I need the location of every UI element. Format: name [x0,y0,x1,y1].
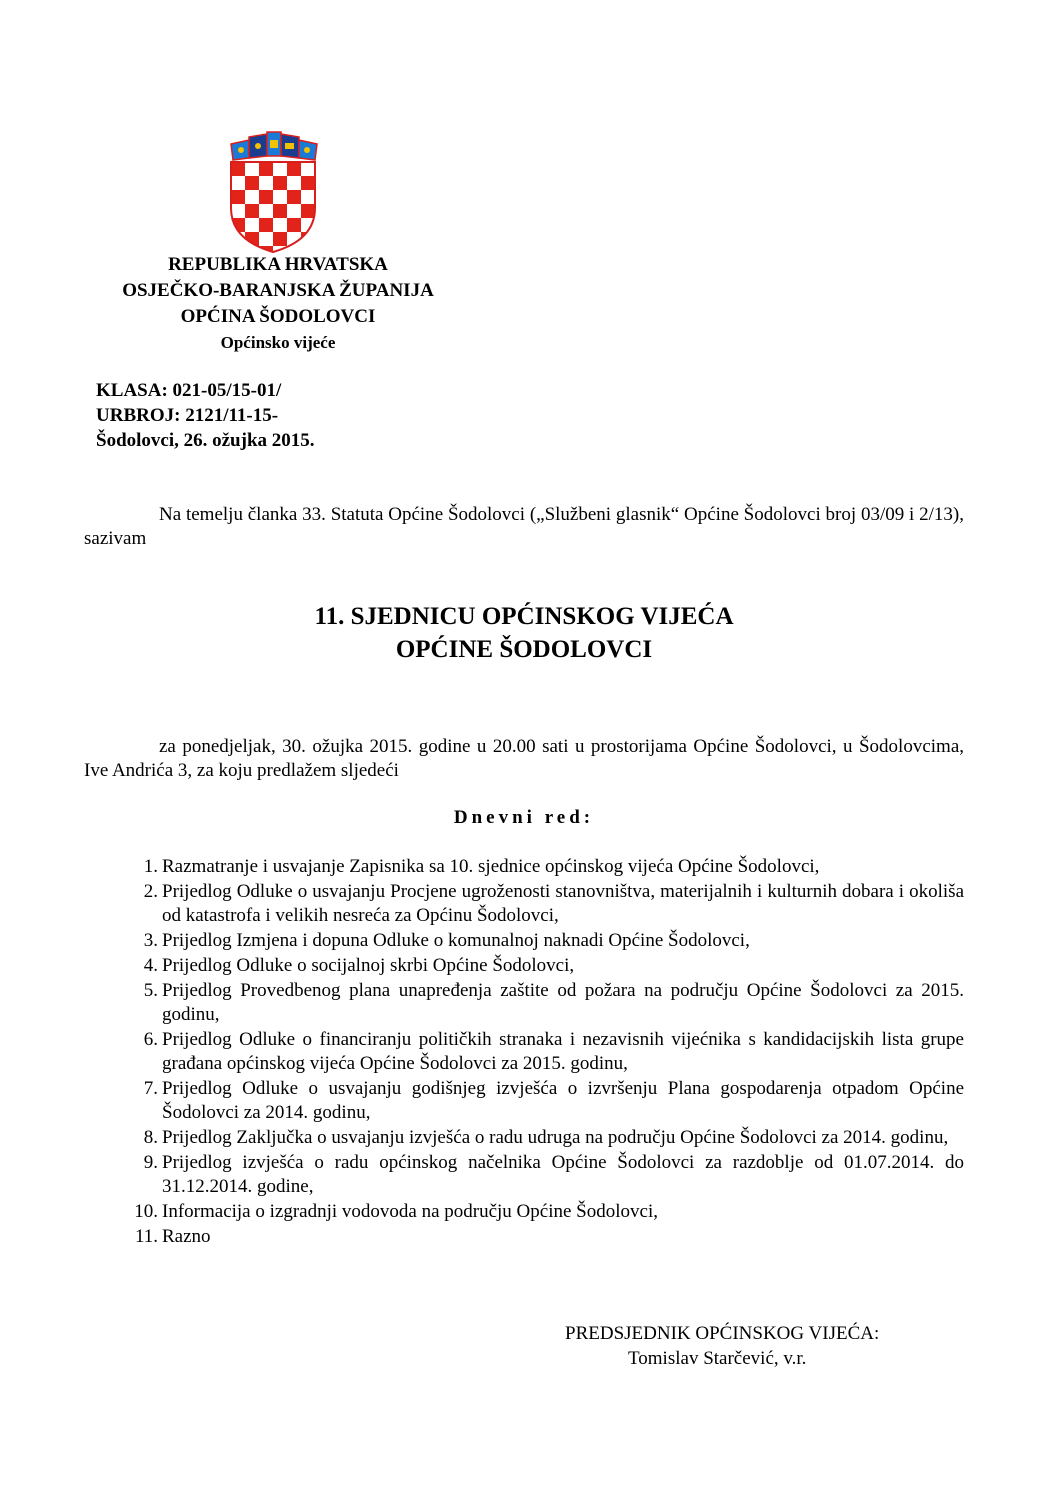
agenda-item-text: Prijedlog Izmjena i dopuna Odluke o komunalnoj naknadi Općine Šodolovci, [162,930,750,951]
urbroj-number: URBROJ: 2121/11-15- [96,405,279,426]
agenda-item [116,1028,964,1076]
issuer-header [88,252,468,356]
document-title [84,600,964,666]
agenda-item-text: Prijedlog izvješća o radu općinskog načelnika Općine Šodolovci za razdoblje od 01.07.2014. do 31.12.2014. godine, [162,1152,964,1197]
agenda-item-number: 5. [143,980,158,1001]
agenda-item-number: 6. [143,1029,158,1050]
agenda-list [116,855,964,1250]
agenda-item [116,1151,964,1199]
agenda-item-number: 11. [134,1226,158,1247]
reference-block [96,378,315,453]
agenda-item [116,929,964,953]
agenda-item-number: 9. [143,1152,158,1173]
agenda-item [116,954,964,978]
agenda-item-number: 7. [143,1078,158,1099]
agenda-item-text: Razmatranje i usvajanje Zapisnika sa 10. sjednice općinskog vijeća Općine Šodolovci, [162,856,820,877]
agenda-item-text: Informacija o izgradnji vodovoda na području Općine Šodolovci, [162,1201,658,1222]
agenda-item-text: Prijedlog Odluke o usvajanju godišnjeg izvješća o izvršenju Plana gospodarenja otpadom Općine Šodolovci za 2014. godinu, [162,1078,964,1123]
meeting-paragraph: za ponedjeljak, 30. ožujka 2015. godine u 20.00 sati u prostorijama Općine Šodolovci, u Šodolovcima, Ive Andrića 3, za koju predlažem sljedeći [84,736,964,781]
agenda-item-text: Prijedlog Zaključka o usvajanju izvješća o radu udruga na području Općine Šodolovci za 2014. godinu, [162,1127,949,1148]
agenda-item [116,1200,964,1224]
country-name: REPUBLIKA HRVATSKA [168,254,388,275]
agenda-item-number: 4. [143,955,158,976]
signatory-name: Tomislav Starčević, v.r. [628,1348,807,1369]
title-line-2: OPĆINE ŠODOLOVCI [395,636,653,663]
agenda-item-text: Prijedlog Odluke o financiranju političkih stranaka i nezavisnih vijećnika s kandidacijskih lista grupe građana općinskog vijeća Općine Šodolovci za 2015. godinu, [162,1029,964,1074]
council-name: Općinsko vijeće [220,333,336,352]
place-and-date: Šodolovci, 26. ožujka 2015. [96,430,315,451]
agenda-item-number: 1. [143,856,158,877]
croatian-coat-of-arms-icon [225,130,321,254]
agenda-item [116,979,964,1027]
agenda-item-number: 8. [143,1127,158,1148]
agenda-item [116,855,964,879]
signatory-title: PREDSJEDNIK OPĆINSKOG VIJEĆA: [565,1323,880,1344]
intro-paragraph: Na temelju članka 33. Statuta Općine Šodolovci („Službeni glasnik“ Općine Šodolovci broj 03/09 i 2/13), sazivam [84,504,964,549]
agenda-item-text: Prijedlog Odluke o usvajanju Procjene ugroženosti stanovništva, materijalnih i kulturnih dobara i okoliša od katastrofa i velikih nesreća za Općinu Šodolovci, [162,881,964,926]
agenda-item [116,1077,964,1125]
agenda-item-number: 2. [143,881,158,902]
agenda-item-number: 10. [134,1201,158,1222]
agenda-item [116,1126,964,1150]
agenda-item [116,880,964,928]
county-name: OSJEČKO-BARANJSKA ŽUPANIJA [122,280,434,301]
agenda-item-text: Prijedlog Provedbenog plana unapređenja zaštite od požara na području Općine Šodolovci za 2015. godinu, [162,980,964,1025]
agenda-item-number: 3. [143,930,158,951]
agenda-item-text: Prijedlog Odluke o socijalnoj skrbi Općine Šodolovci, [162,955,575,976]
agenda-item-text: Razno [162,1226,211,1247]
agenda-heading: Dnevni red: [453,807,595,828]
agenda-item [116,1225,964,1249]
klasa-number: KLASA: 021-05/15-01/ [96,380,282,401]
title-line-1: 11. SJEDNICU OPĆINSKOG VIJEĆA [314,603,734,630]
municipality-name: OPĆINA ŠODOLOVCI [180,306,376,327]
